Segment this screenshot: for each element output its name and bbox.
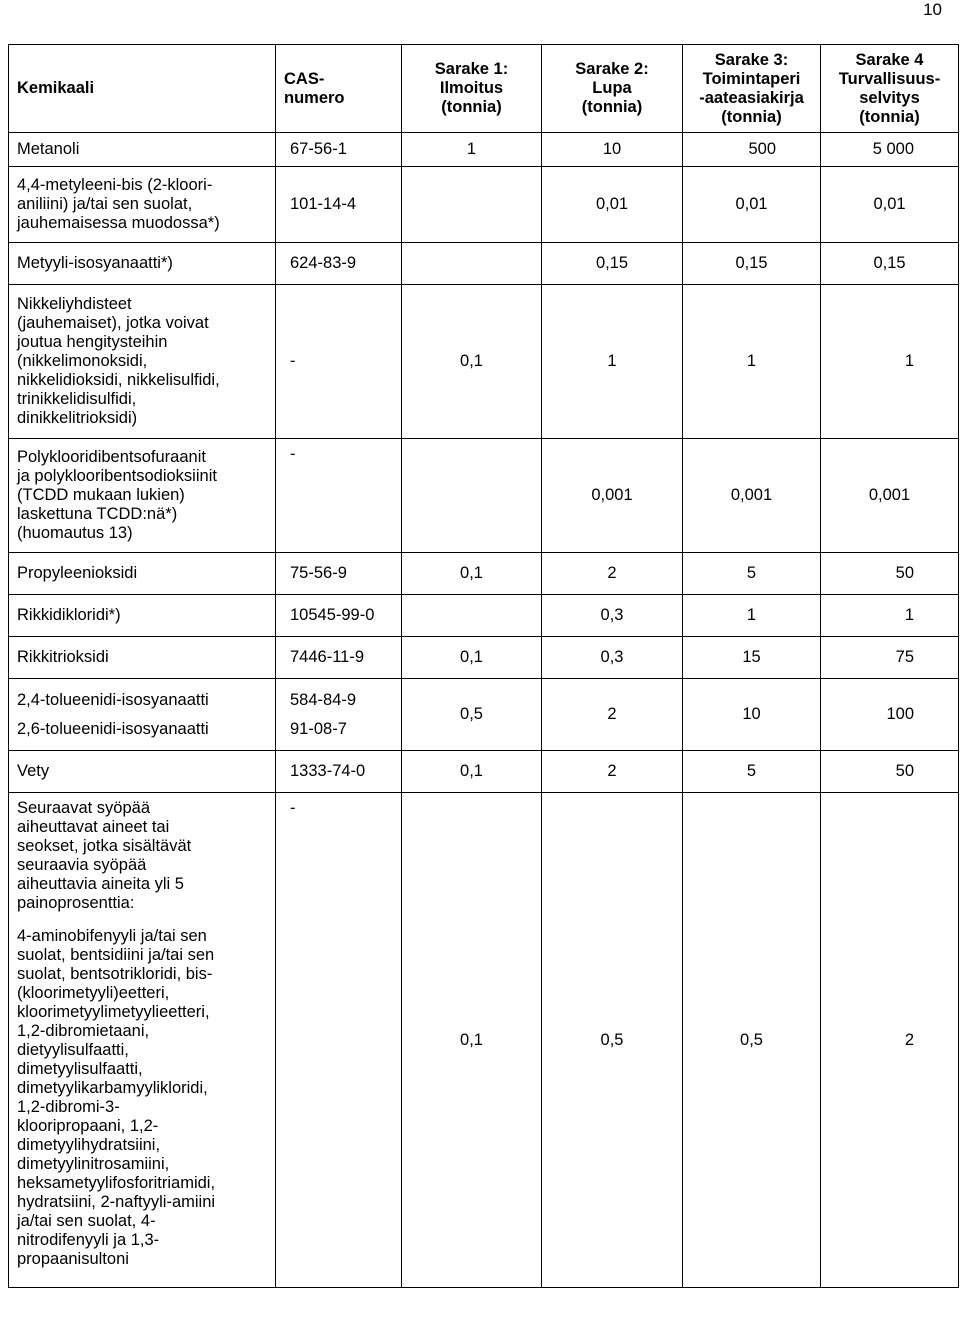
column-3-value: 500 — [683, 133, 821, 167]
column-1-value: 0,1 — [402, 285, 542, 439]
column-2-value: 0,3 — [542, 637, 683, 679]
column-3-value: 0,15 — [683, 243, 821, 285]
column-3-value: 10 — [683, 679, 821, 751]
cas-number: 75-56-9 — [276, 553, 402, 595]
header-column-1: Sarake 1: Ilmoitus (tonnia) — [402, 45, 542, 133]
cas-number: 10545-99-0 — [276, 595, 402, 637]
chemical-name: Polyklooridibentsofuraanit ja polyklooribentsodioksiinit (TCDD mukaan lukien) laskettuna TCDD:nä*) (huomautus 13) — [9, 439, 276, 553]
table-row — [9, 243, 959, 285]
chemical-name: Nikkeliyhdisteet (jauhemaiset), jotka voivat joutua hengitysteihin (nikkelimonoksidi, nikkelidioksidi, nikkelisulfidi, trinikkelidisulfidi, dinikkelitrioksidi) — [9, 285, 276, 439]
table-row — [9, 751, 959, 793]
column-4-value: 50 — [821, 751, 959, 793]
chemical-table — [8, 44, 959, 1288]
chemical-name: 4,4-metyleeni-bis (2-kloori- aniliini) ja/tai sen suolat, jauhemaisessa muodossa*) — [9, 167, 276, 243]
column-1-value — [402, 439, 542, 553]
chemical-name: Metyyli-isosyanaatti*) — [9, 243, 276, 285]
cas-number: 7446-11-9 — [276, 637, 402, 679]
chemical-group-list: 4-aminobifenyyli ja/tai sen suolat, bentsidiini ja/tai sen suolat, bentsotrikloridi, bis- (kloorimetyyli)eetteri, kloorimetyylimetyylieetteri, 1,2-dibromietaani, dietyylisulfaatti, dimetyylisulfaatti, dimetyylikarbamyylikloridi, 1,2-dibromi-3- klooripropaani, 1,2- dimetyylihydratsiini, dimetyylinitrosamiini, heksametyylifosforitriamidi, hydratsiini, 2-naftyyli-amiini ja/tai sen suolat, 4- nitrodifenyyli ja 1,3- propaanisultoni — [17, 927, 216, 1268]
cas-number: 1333-74-0 — [276, 751, 402, 793]
column-4-value: 75 — [821, 637, 959, 679]
chemical-group-intro: Seuraavat syöpää aiheuttavat aineet tai seokset, jotka sisältävät seuraavia syöpää aiheuttavia aineita yli 5 painoprosenttia: — [17, 799, 192, 912]
table-row — [9, 793, 959, 1288]
cas-number: - — [276, 285, 402, 439]
chemical-name: Rikkidikloridi*) — [9, 595, 276, 637]
column-2-value: 0,5 — [542, 793, 683, 1288]
table-row — [9, 679, 959, 751]
column-2-value: 2 — [542, 751, 683, 793]
table-row — [9, 285, 959, 439]
column-2-value: 2 — [542, 679, 683, 751]
column-3-value: 1 — [683, 285, 821, 439]
column-2-value: 2 — [542, 553, 683, 595]
cas-number: 584-84-9 91-08-7 — [276, 679, 402, 751]
chemical-name: 2,4-tolueenidi-isosyanaatti 2,6-tolueenidi-isosyanaatti — [9, 679, 276, 751]
page-number: 10 — [923, 0, 942, 19]
column-1-value: 0,1 — [402, 637, 542, 679]
cas-number: - — [276, 439, 402, 553]
header-chemical: Kemikaali — [9, 45, 276, 133]
column-3-value: 1 — [683, 595, 821, 637]
column-4-value: 50 — [821, 553, 959, 595]
cas-number: 101-14-4 — [276, 167, 402, 243]
chemical-name: Propyleenioksidi — [9, 553, 276, 595]
header-column-4: Sarake 4 Turvallisuus- selvitys (tonnia) — [821, 45, 959, 133]
column-1-value — [402, 243, 542, 285]
column-1-value: 1 — [402, 133, 542, 167]
column-4-value: 100 — [821, 679, 959, 751]
chemical-name-cell — [9, 793, 276, 1288]
column-4-value: 2 — [821, 793, 959, 1288]
column-4-value: 5 000 — [821, 133, 959, 167]
column-2-value: 0,01 — [542, 167, 683, 243]
chemical-name: Vety — [9, 751, 276, 793]
column-3-value: 5 — [683, 553, 821, 595]
cas-number: - — [276, 793, 402, 1288]
column-1-value — [402, 595, 542, 637]
column-2-value: 10 — [542, 133, 683, 167]
column-3-value: 0,01 — [683, 167, 821, 243]
column-4-value: 0,15 — [821, 243, 959, 285]
chemical-name: Metanoli — [9, 133, 276, 167]
header-column-2: Sarake 2: Lupa (tonnia) — [542, 45, 683, 133]
column-3-value: 0,001 — [683, 439, 821, 553]
table-row — [9, 133, 959, 167]
header-row — [9, 45, 959, 133]
table-row — [9, 637, 959, 679]
column-4-value: 0,001 — [821, 439, 959, 553]
table-row — [9, 595, 959, 637]
header-cas: CAS- numero — [276, 45, 402, 133]
column-1-value: 0,1 — [402, 793, 542, 1288]
cas-number: 67-56-1 — [276, 133, 402, 167]
table-row — [9, 167, 959, 243]
column-2-value: 0,3 — [542, 595, 683, 637]
column-1-value: 0,1 — [402, 751, 542, 793]
column-3-value: 15 — [683, 637, 821, 679]
column-4-value: 0,01 — [821, 167, 959, 243]
table-row — [9, 553, 959, 595]
column-2-value: 0,15 — [542, 243, 683, 285]
column-4-value: 1 — [821, 285, 959, 439]
column-2-value: 0,001 — [542, 439, 683, 553]
cas-number: 624-83-9 — [276, 243, 402, 285]
column-4-value: 1 — [821, 595, 959, 637]
column-1-value: 0,5 — [402, 679, 542, 751]
column-3-value: 0,5 — [683, 793, 821, 1288]
column-2-value: 1 — [542, 285, 683, 439]
header-column-3: Sarake 3: Toimintaperi -aateasiakirja (tonnia) — [683, 45, 821, 133]
table-row — [9, 439, 959, 553]
column-1-value: 0,1 — [402, 553, 542, 595]
chemical-name: Rikkitrioksidi — [9, 637, 276, 679]
column-3-value: 5 — [683, 751, 821, 793]
column-1-value — [402, 167, 542, 243]
